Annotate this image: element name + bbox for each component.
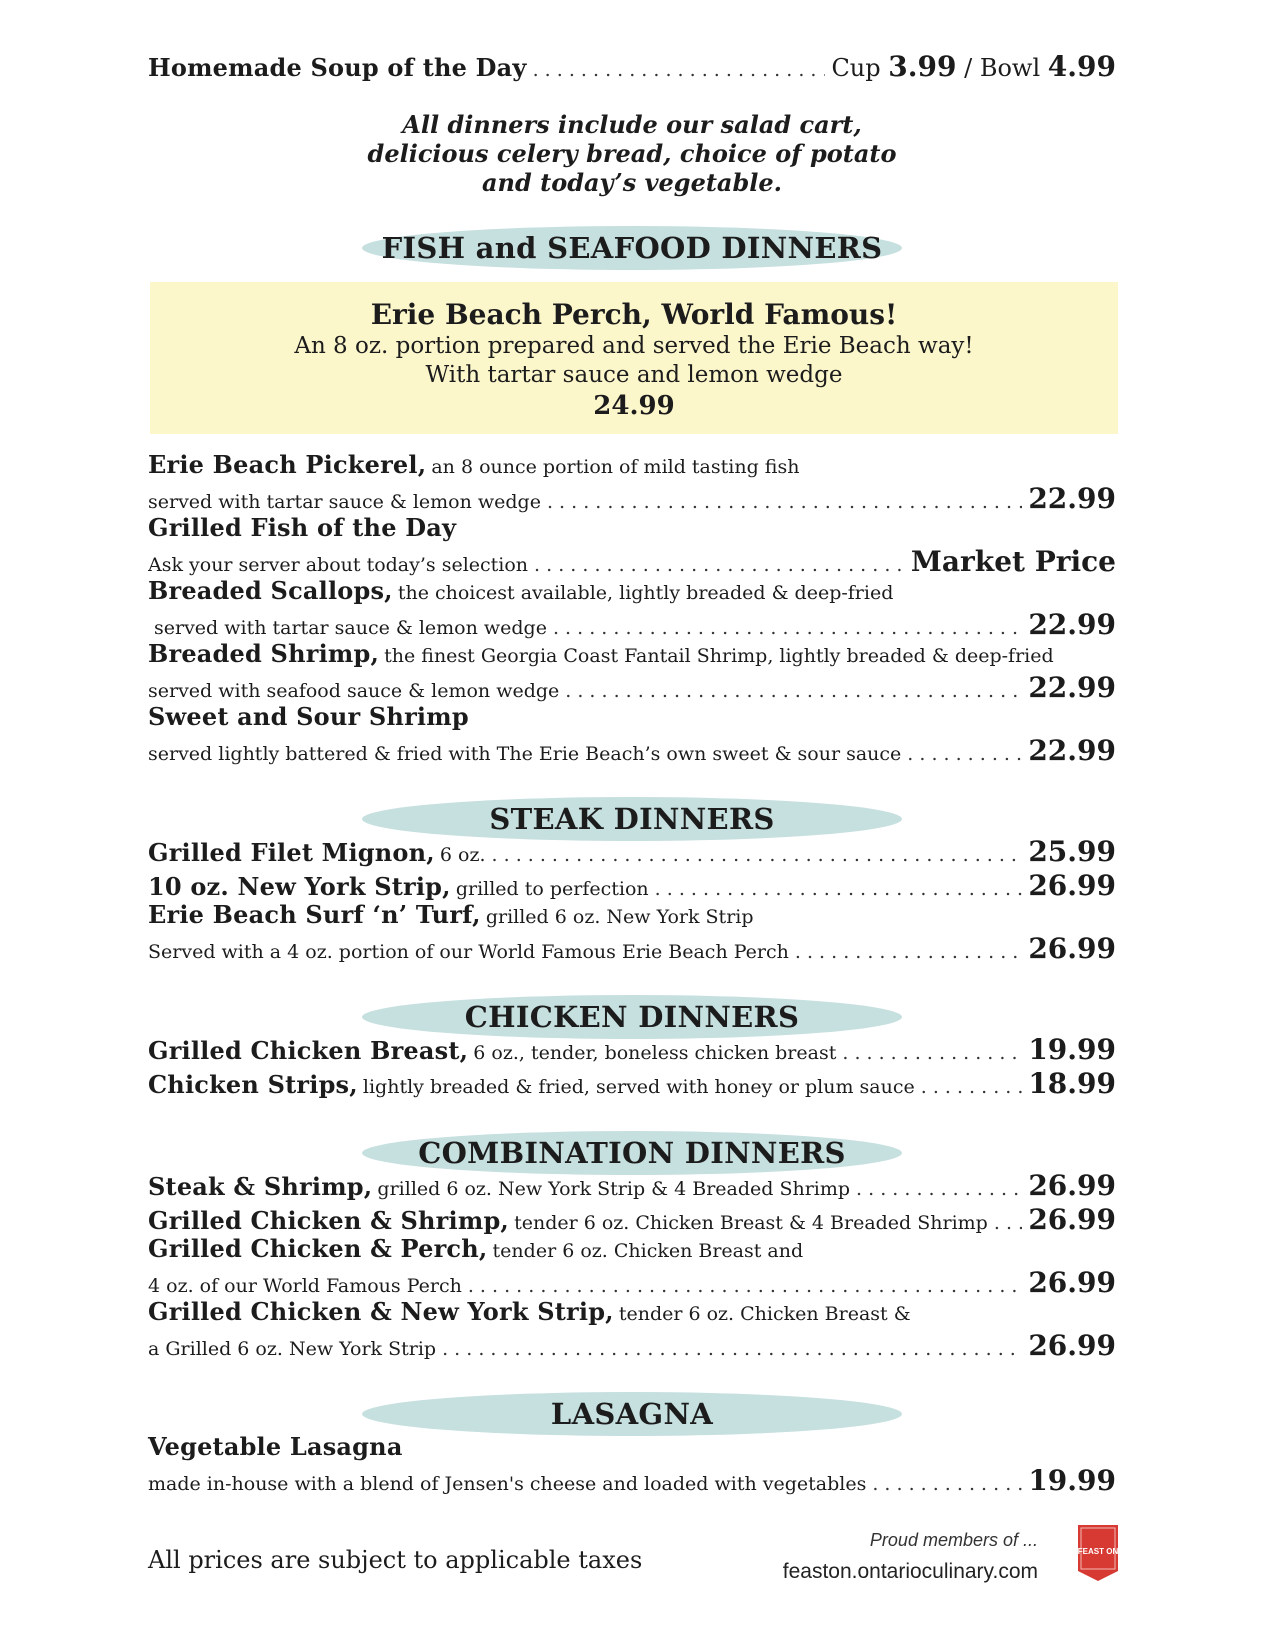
item-name: Breaded Shrimp, <box>148 639 380 668</box>
feast-on-logo <box>1078 1525 1118 1581</box>
menu-item-chicken-breast <box>148 1034 1116 1070</box>
leader-dots <box>872 1468 1022 1500</box>
item-desc: grilled 6 oz. New York Strip & 4 Breaded Shrimp <box>377 1178 851 1200</box>
item-desc: grilled to perfection <box>455 878 649 900</box>
leader-dots <box>856 1173 1022 1205</box>
item-price: 22.99 <box>1028 483 1116 515</box>
item-desc: grilled 6 oz. New York Strip <box>485 906 754 928</box>
tax-note: All prices are subject to applicable taxes <box>148 1546 643 1574</box>
item-price: 19.99 <box>1028 1465 1116 1497</box>
item-price: 26.99 <box>1028 1170 1116 1202</box>
lasagna-section-heading <box>362 1392 902 1436</box>
item-price: 26.99 <box>1028 1267 1116 1299</box>
item-desc-2: 4 oz. of our World Famous Perch <box>148 1275 462 1297</box>
item-desc-2: a Grilled 6 oz. New York Strip <box>148 1338 437 1360</box>
item-price: 18.99 <box>1028 1068 1116 1100</box>
leader-dots <box>842 1037 1022 1069</box>
item-desc: 6 oz. <box>439 844 486 866</box>
item-name: Grilled Chicken Breast, <box>148 1036 469 1065</box>
item-name: 10 oz. New York Strip, <box>148 872 451 901</box>
item-price: 19.99 <box>1028 1034 1116 1066</box>
leader-dots <box>533 59 826 81</box>
fish-section-heading <box>362 226 902 270</box>
leader-dots <box>492 839 1023 871</box>
item-desc: an 8 ounce portion of mild tasting fish <box>431 456 800 478</box>
item-price: 22.99 <box>1028 609 1116 641</box>
item-price: 26.99 <box>1028 1330 1116 1362</box>
feature-title: Erie Beach Perch, World Famous! <box>370 298 898 331</box>
menu-item-filet-mignon <box>148 836 1116 872</box>
item-name: Erie Beach Pickerel, <box>148 450 427 479</box>
item-desc: tender 6 oz. Chicken Breast & 4 Breaded Shrimp <box>514 1212 988 1234</box>
item-name: Grilled Fish of the Day <box>148 513 457 542</box>
cup-price: 3.99 <box>888 50 957 83</box>
soup-name: Homemade Soup of the Day <box>148 53 527 82</box>
menu-item-pickerel <box>148 450 1116 518</box>
menu-item-scallops <box>148 576 1116 644</box>
chicken-section-title: CHICKEN DINNERS <box>464 1000 800 1034</box>
intro-line-3: and today’s vegetable. <box>481 168 783 197</box>
lasagna-section-title: LASAGNA <box>550 1397 714 1431</box>
menu-page <box>148 0 1116 1650</box>
intro-line-2: delicious celery bread, choice of potato <box>367 139 897 168</box>
bowl-label: Bowl <box>979 54 1041 82</box>
item-price: Market Price <box>910 546 1116 578</box>
price-separator: / <box>964 54 973 82</box>
menu-item-breaded-shrimp <box>148 639 1116 707</box>
featured-perch-box <box>150 282 1118 434</box>
fish-section-title: FISH and SEAFOOD DINNERS <box>381 231 883 265</box>
intro-line-1: All dinners include our salad cart, <box>402 110 862 139</box>
dinner-intro <box>148 110 1116 197</box>
item-price: 22.99 <box>1028 735 1116 767</box>
combo-section-title: COMBINATION DINNERS <box>418 1136 846 1170</box>
item-desc: the choicest available, lightly breaded & deep-fried <box>397 582 894 604</box>
logo-text: FEAST ON <box>1078 1547 1118 1556</box>
item-name: Grilled Chicken & Perch, <box>148 1234 488 1263</box>
item-desc-2: served with seafood sauce & lemon wedge <box>148 680 560 702</box>
item-name: Grilled Chicken & Shrimp, <box>148 1206 509 1235</box>
item-name: Erie Beach Surf ‘n’ Turf, <box>148 900 481 929</box>
leader-dots <box>442 1333 1022 1365</box>
item-name: Grilled Chicken & New York Strip, <box>148 1297 614 1326</box>
menu-item-sweet-sour-shrimp <box>148 702 1116 770</box>
item-price: 26.99 <box>1028 1204 1116 1236</box>
item-desc: lightly breaded & fried, served with honey or plum sauce <box>362 1076 915 1098</box>
steak-section-heading <box>362 797 902 841</box>
menu-item-steak-shrimp <box>148 1170 1116 1206</box>
feature-line-2: With tartar sauce and lemon wedge <box>425 362 843 388</box>
item-desc-2: made in-house with a blend of Jensen's cheese and loaded with vegetables <box>148 1473 867 1495</box>
menu-item-vegetable-lasagna <box>148 1432 1116 1500</box>
feature-line-1: An 8 oz. portion prepared and served the Erie Beach way! <box>294 333 974 359</box>
item-price: 26.99 <box>1028 933 1116 965</box>
menu-item-chicken-ny-strip <box>148 1297 1116 1365</box>
menu-item-surf-turf <box>148 900 1116 968</box>
item-desc-2: served with tartar sauce & lemon wedge <box>154 617 547 639</box>
bowl-price: 4.99 <box>1047 50 1116 83</box>
menu-item-chicken-strips <box>148 1068 1116 1104</box>
item-price: 26.99 <box>1028 870 1116 902</box>
item-desc-2: Served with a 4 oz. portion of our World Famous Erie Beach Perch <box>148 941 789 963</box>
leader-dots <box>795 936 1022 968</box>
item-name: Breaded Scallops, <box>148 576 393 605</box>
leader-dots <box>907 738 1022 770</box>
soup-row <box>148 50 1116 83</box>
soup-prices <box>831 50 1116 83</box>
item-desc-2: Ask your server about today’s selection <box>148 554 529 576</box>
item-desc: tender 6 oz. Chicken Breast and <box>492 1240 804 1262</box>
feaston-link[interactable]: feaston.ontarioculinary.com <box>782 1560 1038 1583</box>
steak-section-title: STEAK DINNERS <box>489 802 775 836</box>
menu-item-chicken-perch <box>148 1234 1116 1302</box>
item-price: 25.99 <box>1028 836 1116 868</box>
item-desc-2: served lightly battered & fried with The Erie Beach’s own sweet & sour sauce <box>148 743 902 765</box>
item-name: Steak & Shrimp, <box>148 1172 373 1201</box>
item-desc: 6 oz., tender, boneless chicken breast <box>473 1042 837 1064</box>
item-name: Sweet and Sour Shrimp <box>148 702 469 731</box>
chicken-section-heading <box>362 995 902 1039</box>
menu-item-fish-of-day <box>148 513 1116 581</box>
item-name: Vegetable Lasagna <box>148 1432 403 1461</box>
proud-members-text: Proud members of ... <box>869 1530 1038 1550</box>
cup-label: Cup <box>831 54 881 82</box>
leader-dots <box>921 1071 1023 1103</box>
item-name: Chicken Strips, <box>148 1070 358 1099</box>
item-price: 22.99 <box>1028 672 1116 704</box>
item-desc: the finest Georgia Coast Fantail Shrimp, lightly breaded & deep-fried <box>384 645 1054 667</box>
combo-section-heading <box>362 1131 902 1175</box>
item-desc-2: served with tartar sauce & lemon wedge <box>148 491 541 513</box>
feature-price: 24.99 <box>593 391 675 421</box>
item-desc: tender 6 oz. Chicken Breast & <box>618 1303 911 1325</box>
item-name: Grilled Filet Mignon, <box>148 838 435 867</box>
